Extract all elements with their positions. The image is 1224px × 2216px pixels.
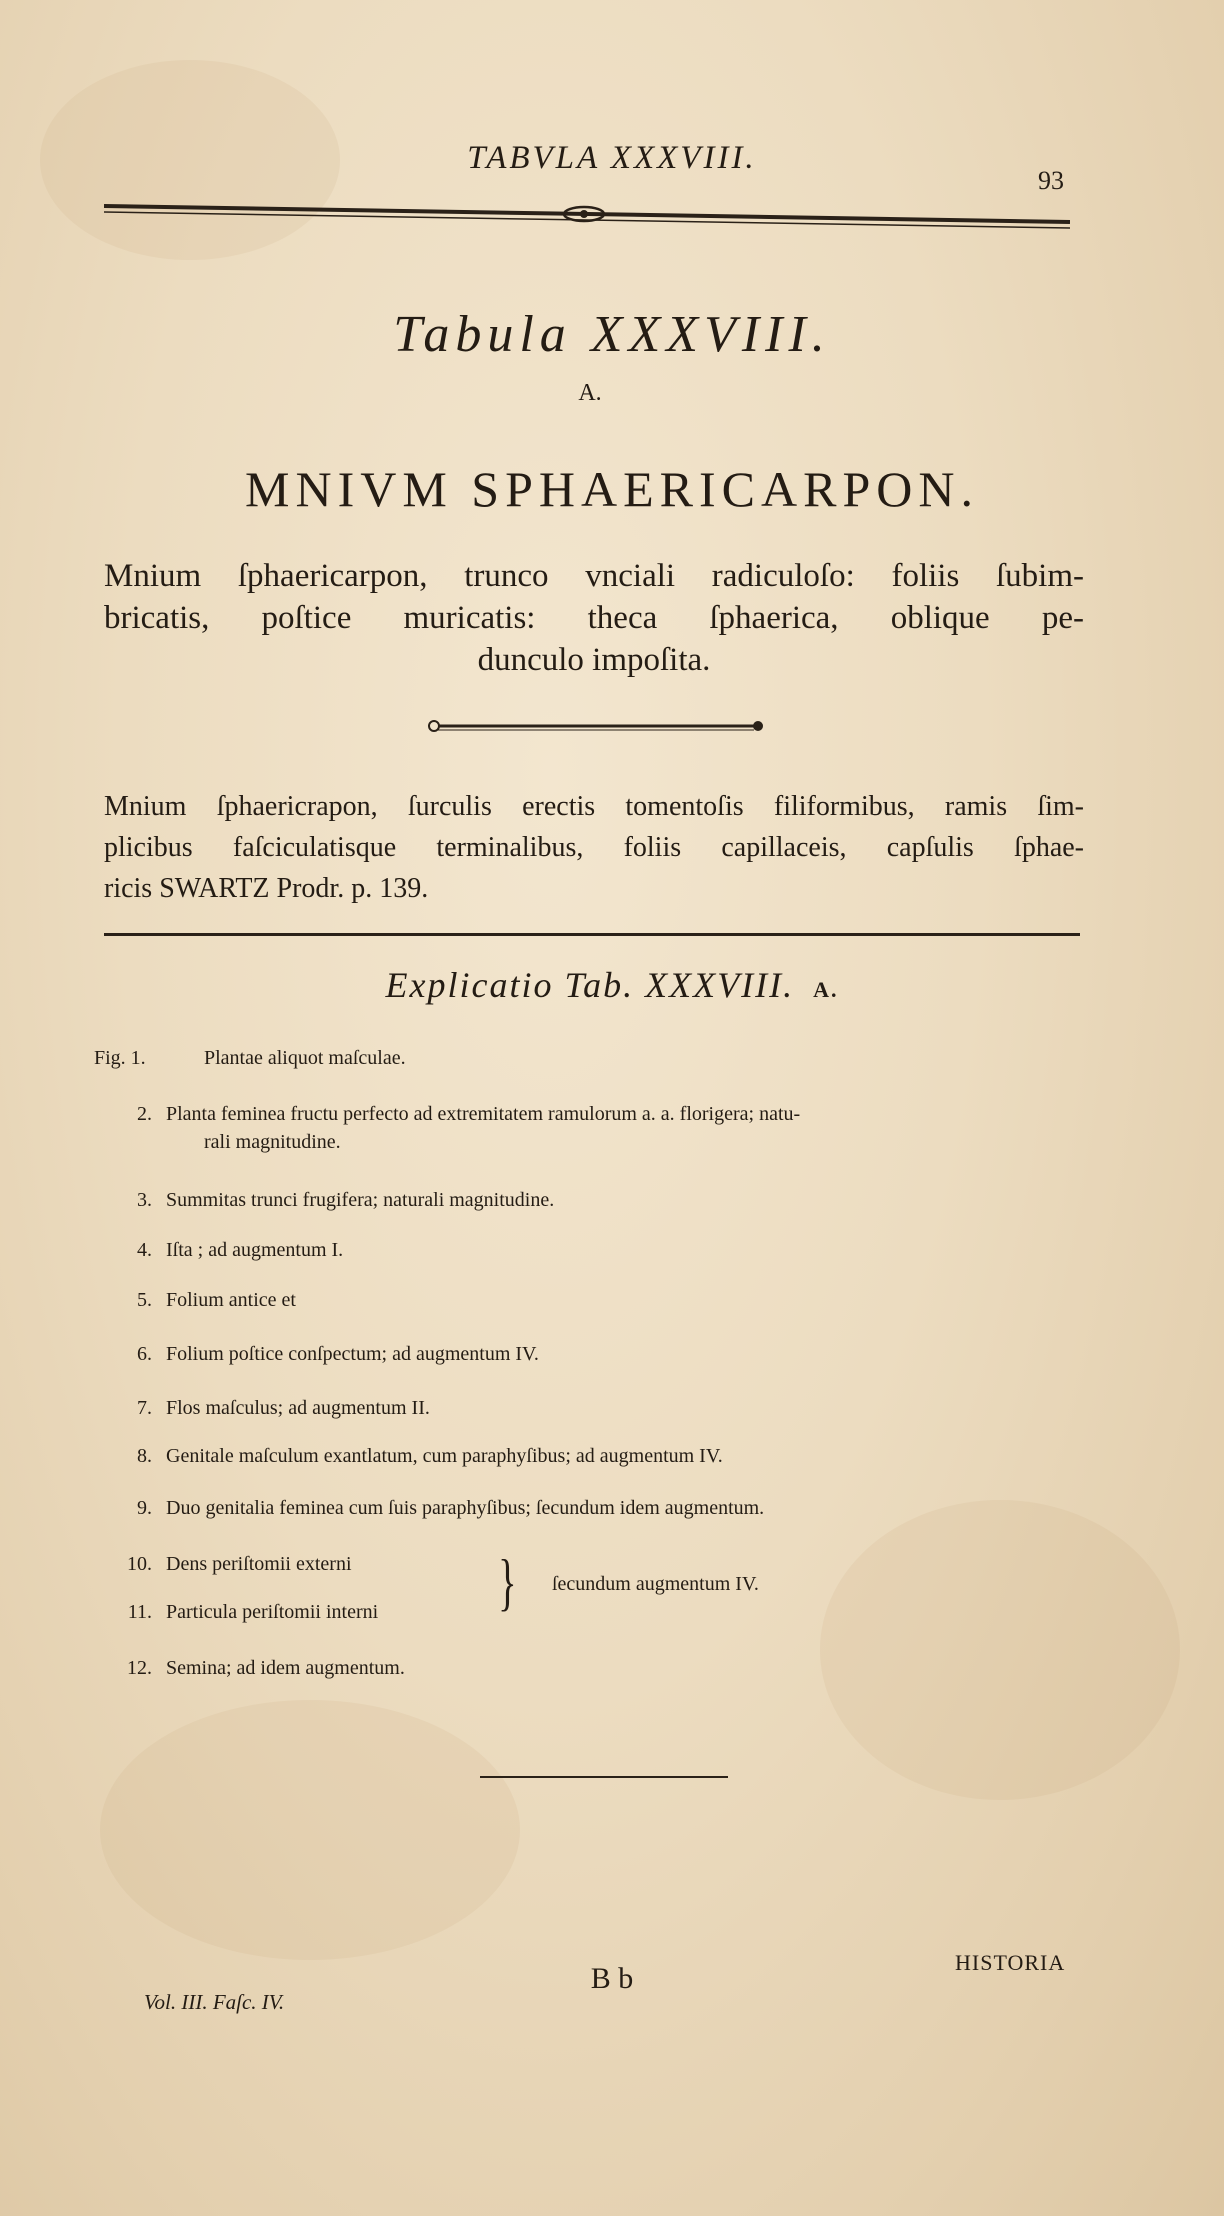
figure-item [94,1394,1084,1424]
volume-note: Vol. III. Faſc. IV. [144,1990,285,2014]
figure-item [94,1236,1084,1266]
figure-text: Semina; ad idem augmentum. [166,1657,405,1679]
page-number: 93 [1038,166,1064,195]
brace-text: ſecundum augmentum IV. [552,1573,759,1595]
figure-number: 6. [137,1343,152,1365]
figure-text: Planta feminea fructu perfecto ad extremitatem ramulorum a. a. florigera; natu- [166,1103,801,1125]
description-line-2: bricatis, poſtice muricatis: theca ſphaerica, oblique pe- [104,600,1084,636]
brace-glyph: } [498,1546,517,1617]
species-description [104,555,1084,681]
figure-item [94,1654,1084,1684]
synonym-line-2: plicibus faſciculatisque terminalibus, foliis capillaceis, capſulis ſphae- [104,832,1084,863]
synonym-line-3: ricis SWARTZ Prodr. p. 139. [104,873,429,904]
signature-mark: B b [590,1962,634,1995]
plate-title: Tabula XXXVIII. [393,306,831,363]
section-rule [104,933,1080,936]
ornamental-rule-top [104,200,1070,232]
species-heading: MNIVM SPHAERICARPON. [245,461,979,517]
figure-number: 8. [137,1445,152,1467]
ornament-divider [426,716,766,736]
figure-item [94,1186,1084,1216]
figure-number: 9. [137,1497,152,1519]
figure-text: Folium antice et [166,1289,296,1311]
figure-item [94,1340,1084,1370]
figure-text: Summitas trunci frugifera; naturali magnitudine. [166,1189,555,1211]
figure-text-continued: rali magnitudine. [204,1131,341,1153]
closing-rule [480,1776,728,1778]
figure-text: Flos maſculus; ad augmentum II. [166,1397,430,1419]
figure-text: Iſta ; ad augmentum I. [166,1239,344,1261]
figure-text: Dens periſtomii externi [166,1553,352,1575]
figure-text: Particula periſtomii interni [166,1601,379,1623]
catchword: HISTORIA [955,1950,1066,1975]
explicatio-title-text: Explicatio Tab. XXXVIII. [385,965,795,1005]
figure-item [94,1100,1094,1160]
figure-text: Folium poſtice conſpectum; ad augmentum IV. [166,1343,539,1365]
explicatio-suffix: A. [813,977,839,1002]
figure-item [94,1494,1084,1524]
description-line-1: Mnium ſphaericarpon, trunco vnciali radiculoſo: foliis ſubim- [104,558,1084,594]
figure-number: 11. [127,1601,152,1623]
figure-number: 4. [137,1239,152,1261]
figure-item [94,1044,1084,1074]
synonym-line-1: Mnium ſphaericrapon, ſurculis erectis tomentoſis filiformibus, ramis ſim- [104,791,1084,822]
explicatio-title [0,964,1224,1006]
figure-number: 10. [127,1553,152,1575]
figure-number: 5. [137,1289,152,1311]
figure-number: 3. [137,1189,152,1211]
figure-text: Duo genitalia feminea cum ſuis paraphyſibus; ſecundum idem augmentum. [166,1497,765,1519]
figure-item [94,1286,1084,1316]
figure-number: 7. [137,1397,152,1419]
figure-text: Plantae aliquot maſculae. [204,1047,406,1069]
description-line-3: dunculo impoſita. [477,642,711,678]
figure-item [94,1442,1084,1472]
figure-number: 2. [137,1103,152,1125]
figure-text: Genitale maſculum exantlatum, cum paraphyſibus; ad augmentum IV. [166,1445,723,1467]
plate-subtitle: A. [578,380,602,406]
synonym-paragraph [104,786,1084,909]
figure-number: Fig. 1. [94,1047,146,1069]
figure-number: 12. [127,1657,152,1679]
running-head: TABVLA XXXVIII. [467,140,757,176]
